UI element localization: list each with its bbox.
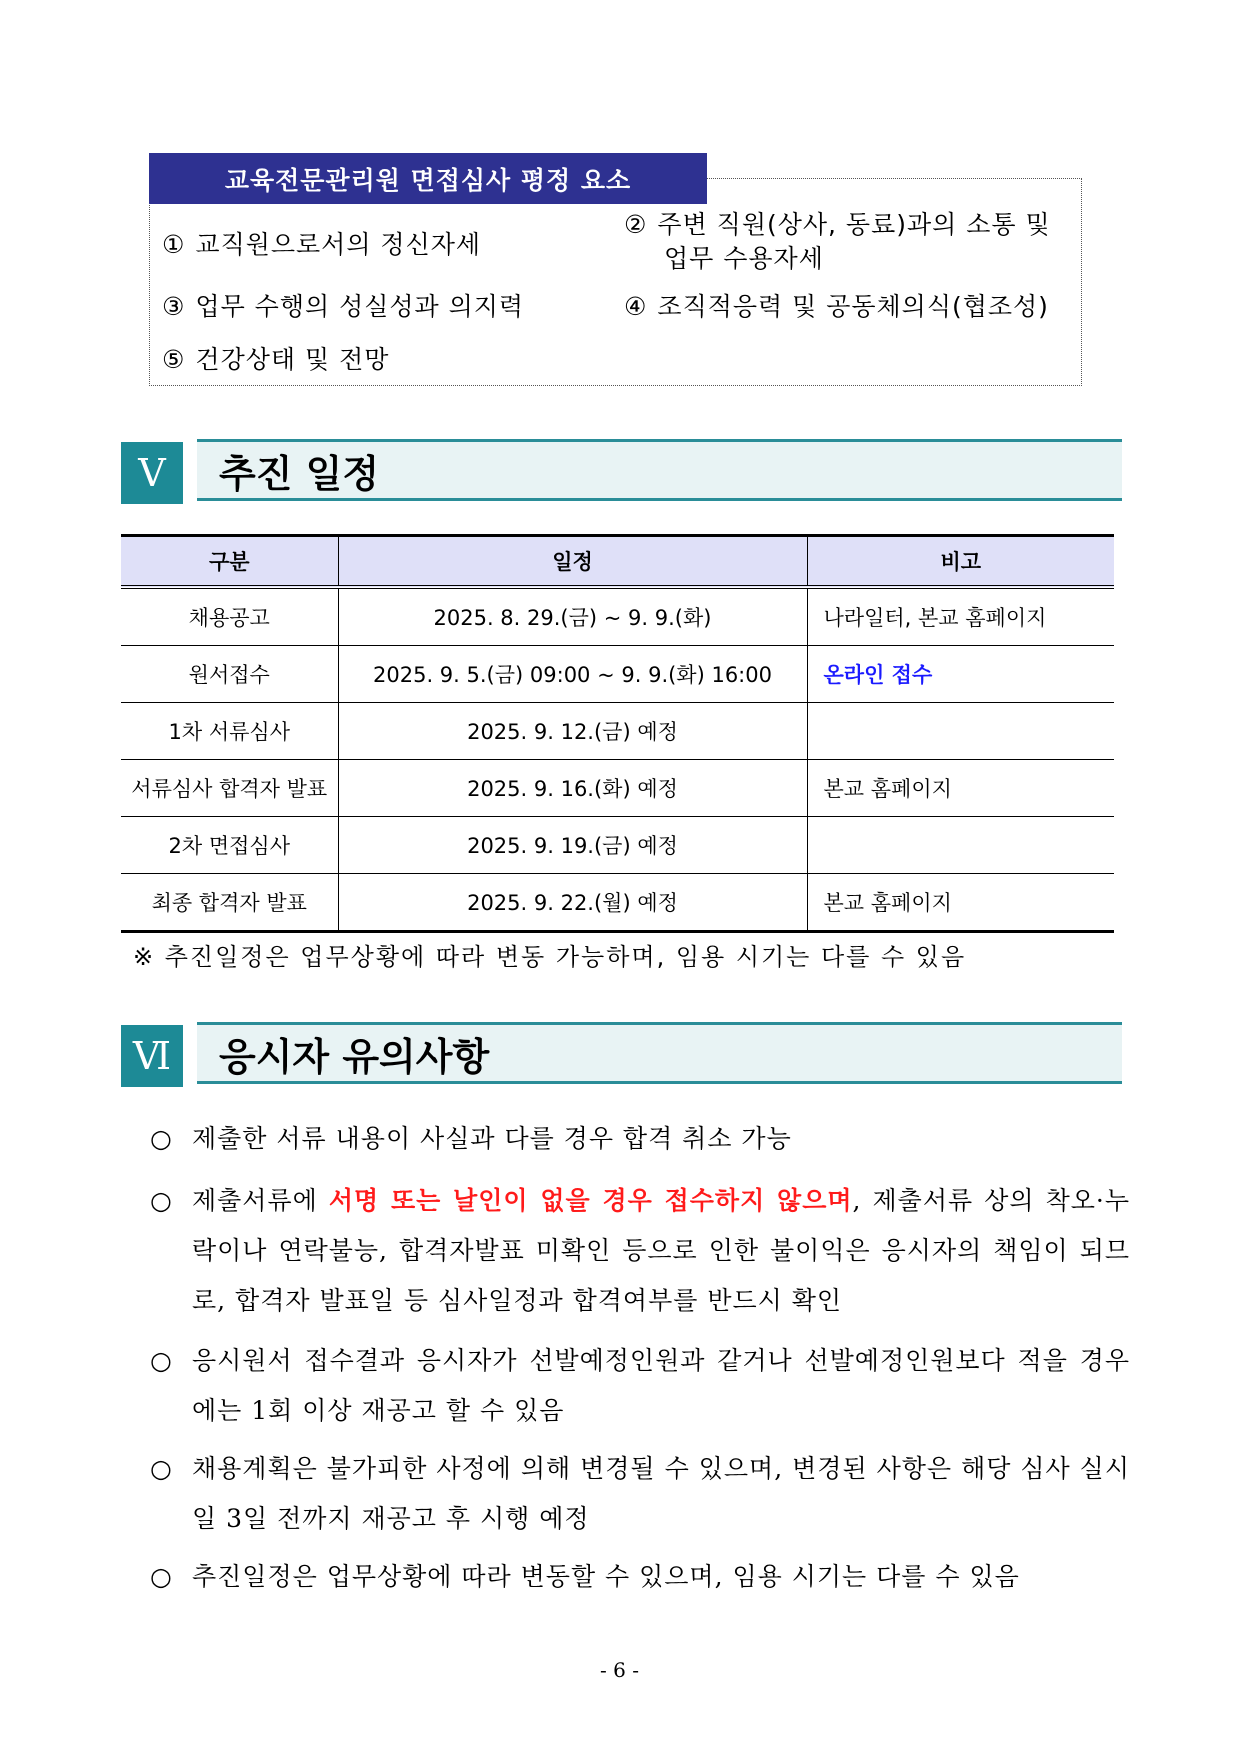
schedule-footnote: ※ 추진일정은 업무상황에 따라 변동 가능하며, 임용 시기는 다를 수 있음 bbox=[133, 943, 967, 971]
cell-note: 온라인 접수 bbox=[807, 646, 1114, 703]
emphasis-text: 서명 또는 날인이 없을 경우 접수하지 않으며 bbox=[328, 1186, 853, 1215]
header-note: 비고 bbox=[807, 536, 1114, 588]
section-6-number: Ⅵ bbox=[121, 1025, 183, 1087]
bullet-icon: ○ bbox=[150, 1186, 173, 1215]
cell-category: 서류심사 합격자 발표 bbox=[121, 760, 338, 817]
cell-category: 1차 서류심사 bbox=[121, 703, 338, 760]
cell-note bbox=[807, 703, 1114, 760]
notice-item-2: ○ 제출서류에 서명 또는 날인이 없을 경우 접수하지 않으며, 제출서류 상의 착오·누락이나 연락불능, 합격자발표 미확인 등으로 인한 불이익은 응시자의 책임이 되므로, 합격자 발표일 등 심사일정과 합격여부를 반드시 확인 bbox=[150, 1176, 1130, 1326]
cell-category: 원서접수 bbox=[121, 646, 338, 703]
cell-note: 본교 홈페이지 bbox=[807, 760, 1114, 817]
notice-item-3: ○ 응시원서 접수결과 응시자가 선발예정인원과 같거나 선발예정인원보다 적을 경우에는 1회 이상 재공고 할 수 있음 bbox=[150, 1336, 1130, 1436]
bullet-icon: ○ bbox=[150, 1124, 173, 1153]
eval-item-2: ② 주변 직원(상사, 동료)과의 소통 및 업무 수용자세 bbox=[624, 210, 1051, 273]
table-row bbox=[121, 760, 1114, 817]
cell-date: 2025. 9. 5.(금) 09:00 ~ 9. 9.(화) 16:00 bbox=[338, 646, 807, 703]
eval-item-4: ④ 조직적응력 및 공동체의식(협조성) bbox=[624, 292, 1049, 321]
notice-item-5: ○ 추진일정은 업무상황에 따라 변동할 수 있으며, 임용 시기는 다를 수 있음 bbox=[150, 1552, 1130, 1602]
page-number: - 6 - bbox=[600, 1658, 639, 1682]
eval-item-1: ① 교직원으로서의 정신자세 bbox=[162, 230, 482, 259]
eval-item-3: ③ 업무 수행의 성실성과 의지력 bbox=[162, 292, 525, 321]
header-category: 구분 bbox=[121, 536, 338, 588]
bullet-icon: ○ bbox=[150, 1454, 173, 1483]
bullet-icon: ○ bbox=[150, 1346, 173, 1375]
cell-date: 2025. 9. 12.(금) 예정 bbox=[338, 703, 807, 760]
header-date: 일정 bbox=[338, 536, 807, 588]
cell-note: 나라일터, 본교 홈페이지 bbox=[807, 587, 1114, 646]
schedule-header-row bbox=[121, 536, 1114, 588]
evaluation-title: 교육전문관리원 면접심사 평정 요소 bbox=[149, 153, 707, 204]
table-row bbox=[121, 587, 1114, 646]
table-row bbox=[121, 817, 1114, 874]
cell-category: 채용공고 bbox=[121, 587, 338, 646]
section-6-title: 응시자 유의사항 bbox=[197, 1022, 1122, 1084]
cell-category: 최종 합격자 발표 bbox=[121, 874, 338, 932]
section-5-title: 추진 일정 bbox=[197, 439, 1122, 501]
schedule-table bbox=[121, 534, 1114, 933]
bullet-icon: ○ bbox=[150, 1562, 173, 1591]
table-row bbox=[121, 646, 1114, 703]
cell-date: 2025. 9. 19.(금) 예정 bbox=[338, 817, 807, 874]
cell-date: 2025. 9. 22.(월) 예정 bbox=[338, 874, 807, 932]
notice-item-4: ○ 채용계획은 불가피한 사정에 의해 변경될 수 있으며, 변경된 사항은 해당 심사 실시일 3일 전까지 재공고 후 시행 예정 bbox=[150, 1444, 1130, 1544]
section-5-number: Ⅴ bbox=[121, 442, 183, 504]
cell-category: 2차 면접심사 bbox=[121, 817, 338, 874]
table-row bbox=[121, 703, 1114, 760]
cell-date: 2025. 8. 29.(금) ~ 9. 9.(화) bbox=[338, 587, 807, 646]
cell-note: 본교 홈페이지 bbox=[807, 874, 1114, 932]
notice-item-1: ○ 제출한 서류 내용이 사실과 다를 경우 합격 취소 가능 bbox=[150, 1114, 1130, 1164]
table-row bbox=[121, 874, 1114, 932]
eval-item-5: ⑤ 건강상태 및 전망 bbox=[162, 345, 390, 374]
cell-note bbox=[807, 817, 1114, 874]
cell-date: 2025. 9. 16.(화) 예정 bbox=[338, 760, 807, 817]
